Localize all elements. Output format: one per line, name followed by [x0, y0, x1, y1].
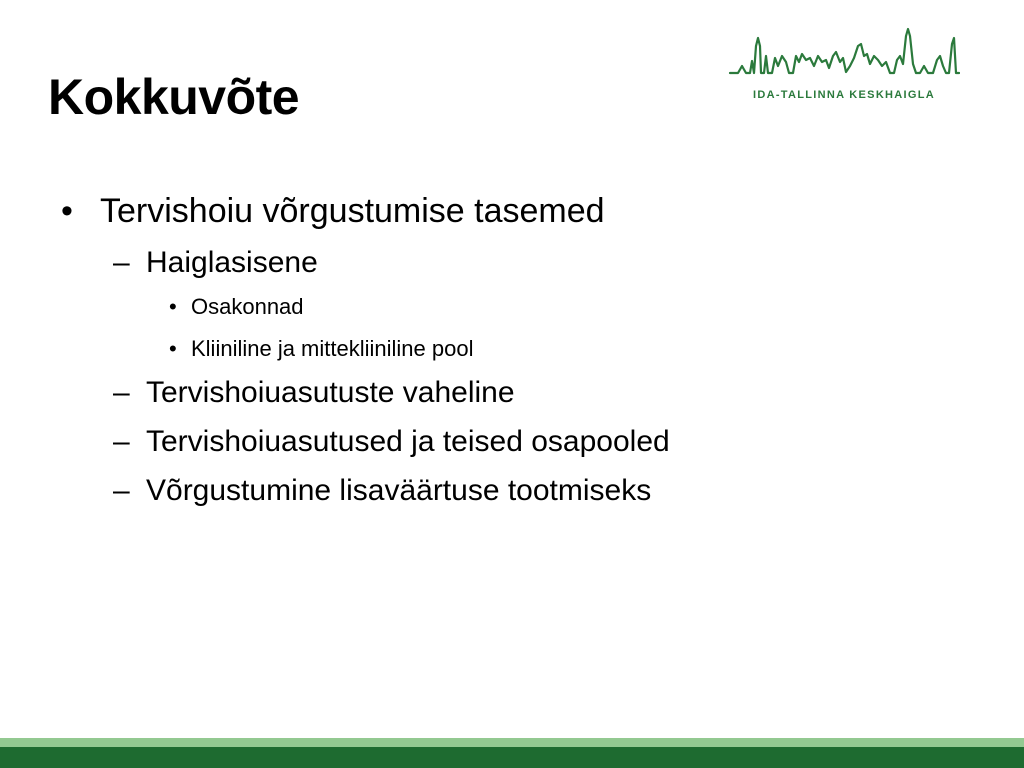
bullet-marker: •: [169, 336, 177, 361]
footer-stripe-light: [0, 738, 1024, 747]
bullet-item: [61, 192, 605, 230]
bullet-marker: •: [169, 294, 177, 319]
bullet-marker: •: [61, 192, 73, 230]
bullet-marker: –: [113, 474, 130, 507]
bullet-text: Tervishoiu võrgustumise tasemed: [100, 192, 605, 230]
bullet-item: [113, 376, 515, 409]
bullet-text: Tervishoiuasutuste vaheline: [146, 376, 515, 409]
hospital-logo: [728, 26, 960, 106]
bullet-item: [169, 336, 474, 361]
bullet-item: [169, 294, 304, 319]
bullet-marker: –: [113, 246, 130, 279]
slide-title: Kokkuvõte: [48, 69, 300, 125]
bullet-marker: –: [113, 376, 130, 409]
bullet-item: [113, 246, 318, 279]
skyline-heartbeat-icon: [728, 26, 960, 84]
footer-stripe-dark: [0, 747, 1024, 768]
bullet-text: Tervishoiuasutused ja teised osapooled: [146, 425, 670, 458]
logo-text: IDA-TALLINNA KESKHAIGLA: [752, 89, 936, 101]
bullet-text: Osakonnad: [191, 294, 304, 319]
bullet-marker: –: [113, 425, 130, 458]
bullet-text: Võrgustumine lisaväärtuse tootmiseks: [146, 474, 652, 507]
bullet-text: Kliiniline ja mittekliiniline pool: [191, 336, 474, 361]
bullet-item: [113, 474, 652, 507]
bullet-text: Haiglasisene: [146, 246, 318, 279]
bullet-item: [113, 425, 670, 458]
